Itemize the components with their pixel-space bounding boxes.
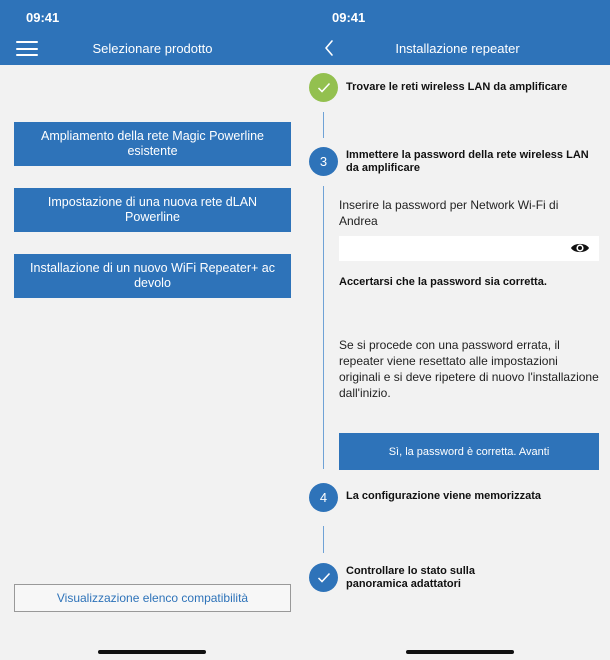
eye-icon[interactable] xyxy=(570,240,590,256)
step-4-label: Controllare lo stato sulla panoramica adattatori xyxy=(346,565,475,590)
home-indicator xyxy=(406,650,514,654)
step-2-label: Immettere la password della rete wireless LAN da amplificare xyxy=(346,149,589,174)
page-title: Selezionare prodotto xyxy=(92,41,213,56)
option-install-wifi-repeater-button[interactable]: Installazione di un nuovo WiFi Repeater+ ac devolo xyxy=(14,254,291,298)
step-2-number-badge: 3 xyxy=(309,147,338,176)
password-warning-text: Se si procede con una password errata, il repeater viene resettato alle impostazioni originali e si deve ripetere di nuovo l'installazione dall'inizio. xyxy=(339,338,599,400)
app-header xyxy=(305,0,610,65)
step-3-number-badge: 4 xyxy=(309,483,338,512)
option-new-dlan-network-button[interactable]: Impostazione di una nuova rete dLAN Powerline xyxy=(14,188,291,232)
password-prompt: Inserire la password per Network Wi-Fi di Andrea xyxy=(339,198,559,228)
confirm-password-button[interactable]: Sì, la password è corretta. Avanti xyxy=(339,433,599,470)
password-input[interactable] xyxy=(339,236,599,261)
home-indicator xyxy=(98,650,206,654)
step-1-check-icon xyxy=(309,73,338,102)
status-time: 09:41 xyxy=(26,10,60,25)
step-1-label: Trovare le reti wireless LAN da amplificare xyxy=(346,81,568,93)
option-extend-magic-powerline-button[interactable]: Ampliamento della rete Magic Powerline esistente xyxy=(14,122,291,166)
step-connector xyxy=(323,526,324,553)
password-check-text: Accertarsi che la password sia corretta. xyxy=(339,276,547,288)
app-header xyxy=(0,0,305,65)
status-time: 09:41 xyxy=(332,10,366,25)
page-title: Installazione repeater xyxy=(395,41,520,56)
compatibility-list-button[interactable]: Visualizzazione elenco compatibilità xyxy=(14,584,291,612)
step-4-check-icon xyxy=(309,563,338,592)
step-3-label: La configurazione viene memorizzata xyxy=(346,490,541,502)
step-connector xyxy=(323,112,324,138)
repeater-install-screen xyxy=(305,0,610,660)
step-connector xyxy=(323,186,324,469)
